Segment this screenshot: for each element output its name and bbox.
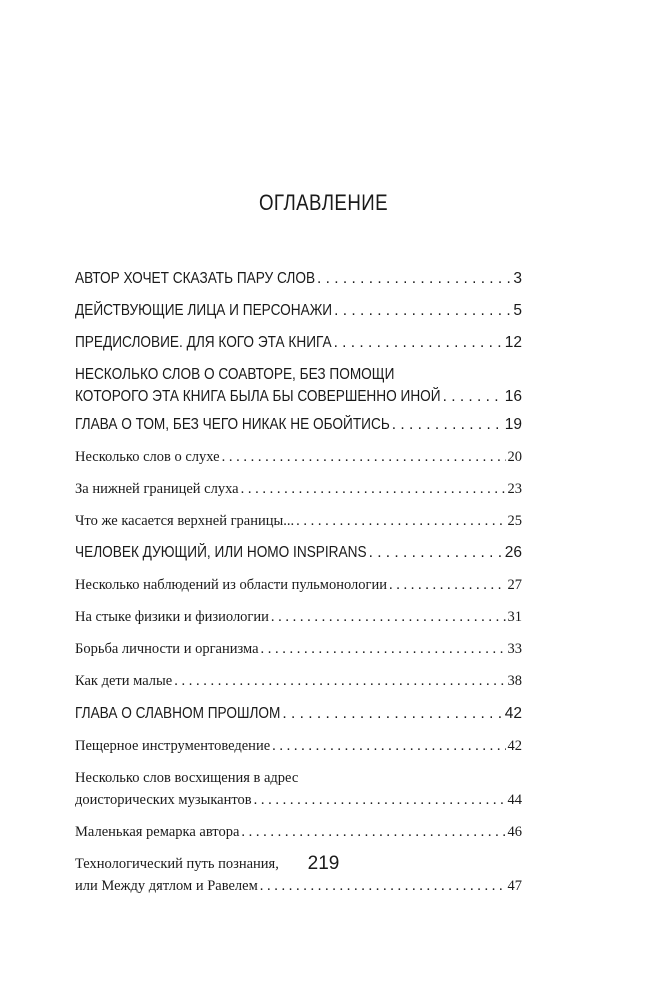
toc-section-entry — [75, 574, 522, 596]
toc-entry-line — [75, 364, 522, 386]
toc-entry-page: 25 — [507, 513, 522, 529]
toc-entry-row — [75, 638, 522, 660]
toc-entry-row — [75, 300, 522, 322]
toc-entry-row — [75, 606, 522, 628]
toc-entry-title-text: ПРЕДИСЛОВИЕ. ДЛЯ КОГО ЭТА КНИГА — [75, 334, 332, 351]
toc-entry-row — [75, 789, 522, 811]
toc-dot-leader — [241, 821, 505, 843]
toc-section-entry — [75, 446, 522, 468]
toc-dot-leader — [282, 703, 502, 725]
toc-entry-title — [75, 414, 390, 436]
toc-entry-row — [75, 332, 522, 354]
toc-entry-page: 31 — [507, 609, 522, 625]
toc-entry-line: Технологический путь познания, — [75, 856, 279, 872]
toc-entry-page: 20 — [507, 449, 522, 465]
toc-dot-leader — [174, 670, 505, 692]
toc-section-entry — [75, 670, 522, 692]
toc-entry-row — [75, 821, 522, 843]
toc-dot-leader — [334, 332, 503, 354]
toc-dot-leader — [222, 446, 506, 468]
toc-entry-page: 46 — [507, 824, 522, 840]
toc-entry-title: доисторических музыкантов — [75, 792, 252, 808]
page-number: 219 — [307, 853, 340, 874]
toc-entry-title-text: КОТОРОГО ЭТА КНИГА БЫЛА БЫ СОВЕРШЕННО ИНОЙ — [75, 388, 441, 405]
toc-dot-leader — [296, 510, 505, 532]
toc-entry-page: 3 — [513, 270, 522, 287]
toc-entry-row — [75, 542, 522, 564]
toc-dot-leader — [369, 542, 503, 564]
toc-entry-page: 19 — [504, 416, 522, 433]
toc-entry-row — [75, 670, 522, 692]
toc-entry-page: 42 — [507, 738, 522, 754]
toc-entry-line: Несколько слов восхищения в адрес — [75, 770, 299, 786]
toc-entry-page: 26 — [504, 544, 522, 561]
toc-entry-page: 5 — [513, 302, 522, 319]
toc-entry-title — [75, 542, 367, 564]
toc-entry-title: Несколько слов о слухе — [75, 449, 220, 465]
toc-chapter-entry — [75, 364, 522, 408]
toc-chapter-entry — [75, 332, 522, 354]
toc-entry-title: Что же касается верхней границы... — [75, 513, 295, 529]
toc-entry-title: На стыке физики и физиологии — [75, 609, 269, 625]
toc-dot-leader — [261, 638, 506, 660]
toc-entry-row — [75, 268, 522, 290]
toc-entry-title-text: ЧЕЛОВЕК ДУЮЩИЙ, ИЛИ HOMO INSPIRANS — [75, 544, 367, 561]
toc-dot-leader — [254, 789, 506, 811]
toc-entry-page: 47 — [507, 878, 522, 894]
toc-entry-title: Маленькая ремарка автора — [75, 824, 240, 840]
toc-entry-title: или Между дятлом и Равелем — [75, 878, 258, 894]
toc-dot-leader — [241, 478, 506, 500]
toc-entry-title-text: АВТОР ХОЧЕТ СКАЗАТЬ ПАРУ СЛОВ — [75, 270, 316, 287]
toc-entry-title-text: ГЛАВА О СЛАВНОМ ПРОШЛОМ — [75, 705, 281, 722]
toc-section-entry — [75, 767, 522, 811]
toc-dot-leader — [334, 300, 511, 322]
toc-chapter-entry — [75, 542, 522, 564]
toc-entry-title — [75, 268, 315, 290]
toc-chapter-entry — [75, 268, 522, 290]
toc-entry-title: Борьба личности и организма — [75, 641, 259, 657]
toc-section-entry — [75, 735, 522, 757]
toc-entry-row — [75, 510, 522, 532]
toc-entry-title: За нижней границей слуха — [75, 481, 239, 497]
toc-entry-title: Несколько наблюдений из области пульмонологии — [75, 577, 387, 593]
toc-section-entry — [75, 478, 522, 500]
toc-entry-title: Пещерное инструментоведение — [75, 738, 271, 754]
toc-entry-page: 33 — [507, 641, 522, 657]
toc-dot-leader — [317, 268, 511, 290]
toc-chapter-entry — [75, 414, 522, 436]
toc-entry-page: 27 — [507, 577, 522, 593]
toc-entry-row — [75, 478, 522, 500]
toc-dot-leader — [443, 386, 503, 408]
toc-section-entry — [75, 638, 522, 660]
toc-entry-title — [75, 300, 332, 322]
toc-entry-title-text: ДЕЙСТВУЮЩИЕ ЛИЦА И ПЕРСОНАЖИ — [75, 302, 333, 319]
toc-entry-title — [75, 332, 332, 354]
toc-entry-row — [75, 386, 522, 408]
toc-entry-page: 44 — [507, 792, 522, 808]
toc-section-entry — [75, 510, 522, 532]
toc-entry-row — [75, 735, 522, 757]
toc-dot-leader — [392, 414, 503, 436]
toc-dot-leader — [260, 875, 506, 897]
toc-dot-leader — [271, 606, 506, 628]
toc-entry-page: 16 — [504, 388, 522, 405]
toc-entry-page: 12 — [504, 334, 522, 351]
toc-entry-title: Как дети малые — [75, 673, 173, 689]
toc-dot-leader — [389, 574, 506, 596]
toc-dot-leader — [272, 735, 505, 757]
toc-entry-row — [75, 703, 522, 725]
toc-entry-page: 23 — [507, 481, 522, 497]
toc-entry-row — [75, 574, 522, 596]
toc-entry-line-text: НЕСКОЛЬКО СЛОВ О СОАВТОРЕ, БЕЗ ПОМОЩИ — [75, 366, 395, 383]
toc-entry-row — [75, 446, 522, 468]
toc-entry-page: 38 — [507, 673, 522, 689]
toc-entry-title-text: ГЛАВА О ТОМ, БЕЗ ЧЕГО НИКАК НЕ ОБОЙТИСЬ — [75, 416, 390, 433]
table-of-contents — [75, 268, 522, 897]
toc-chapter-entry — [75, 300, 522, 322]
toc-entry-row — [75, 414, 522, 436]
toc-entry-title — [75, 703, 280, 725]
toc-chapter-entry — [75, 703, 522, 725]
toc-title: ОГЛАВЛЕНИЕ — [258, 190, 389, 215]
toc-section-entry — [75, 606, 522, 628]
toc-entry-title — [75, 386, 441, 408]
toc-entry-page: 42 — [504, 705, 522, 722]
toc-section-entry — [75, 821, 522, 843]
toc-entry-row — [75, 875, 522, 897]
